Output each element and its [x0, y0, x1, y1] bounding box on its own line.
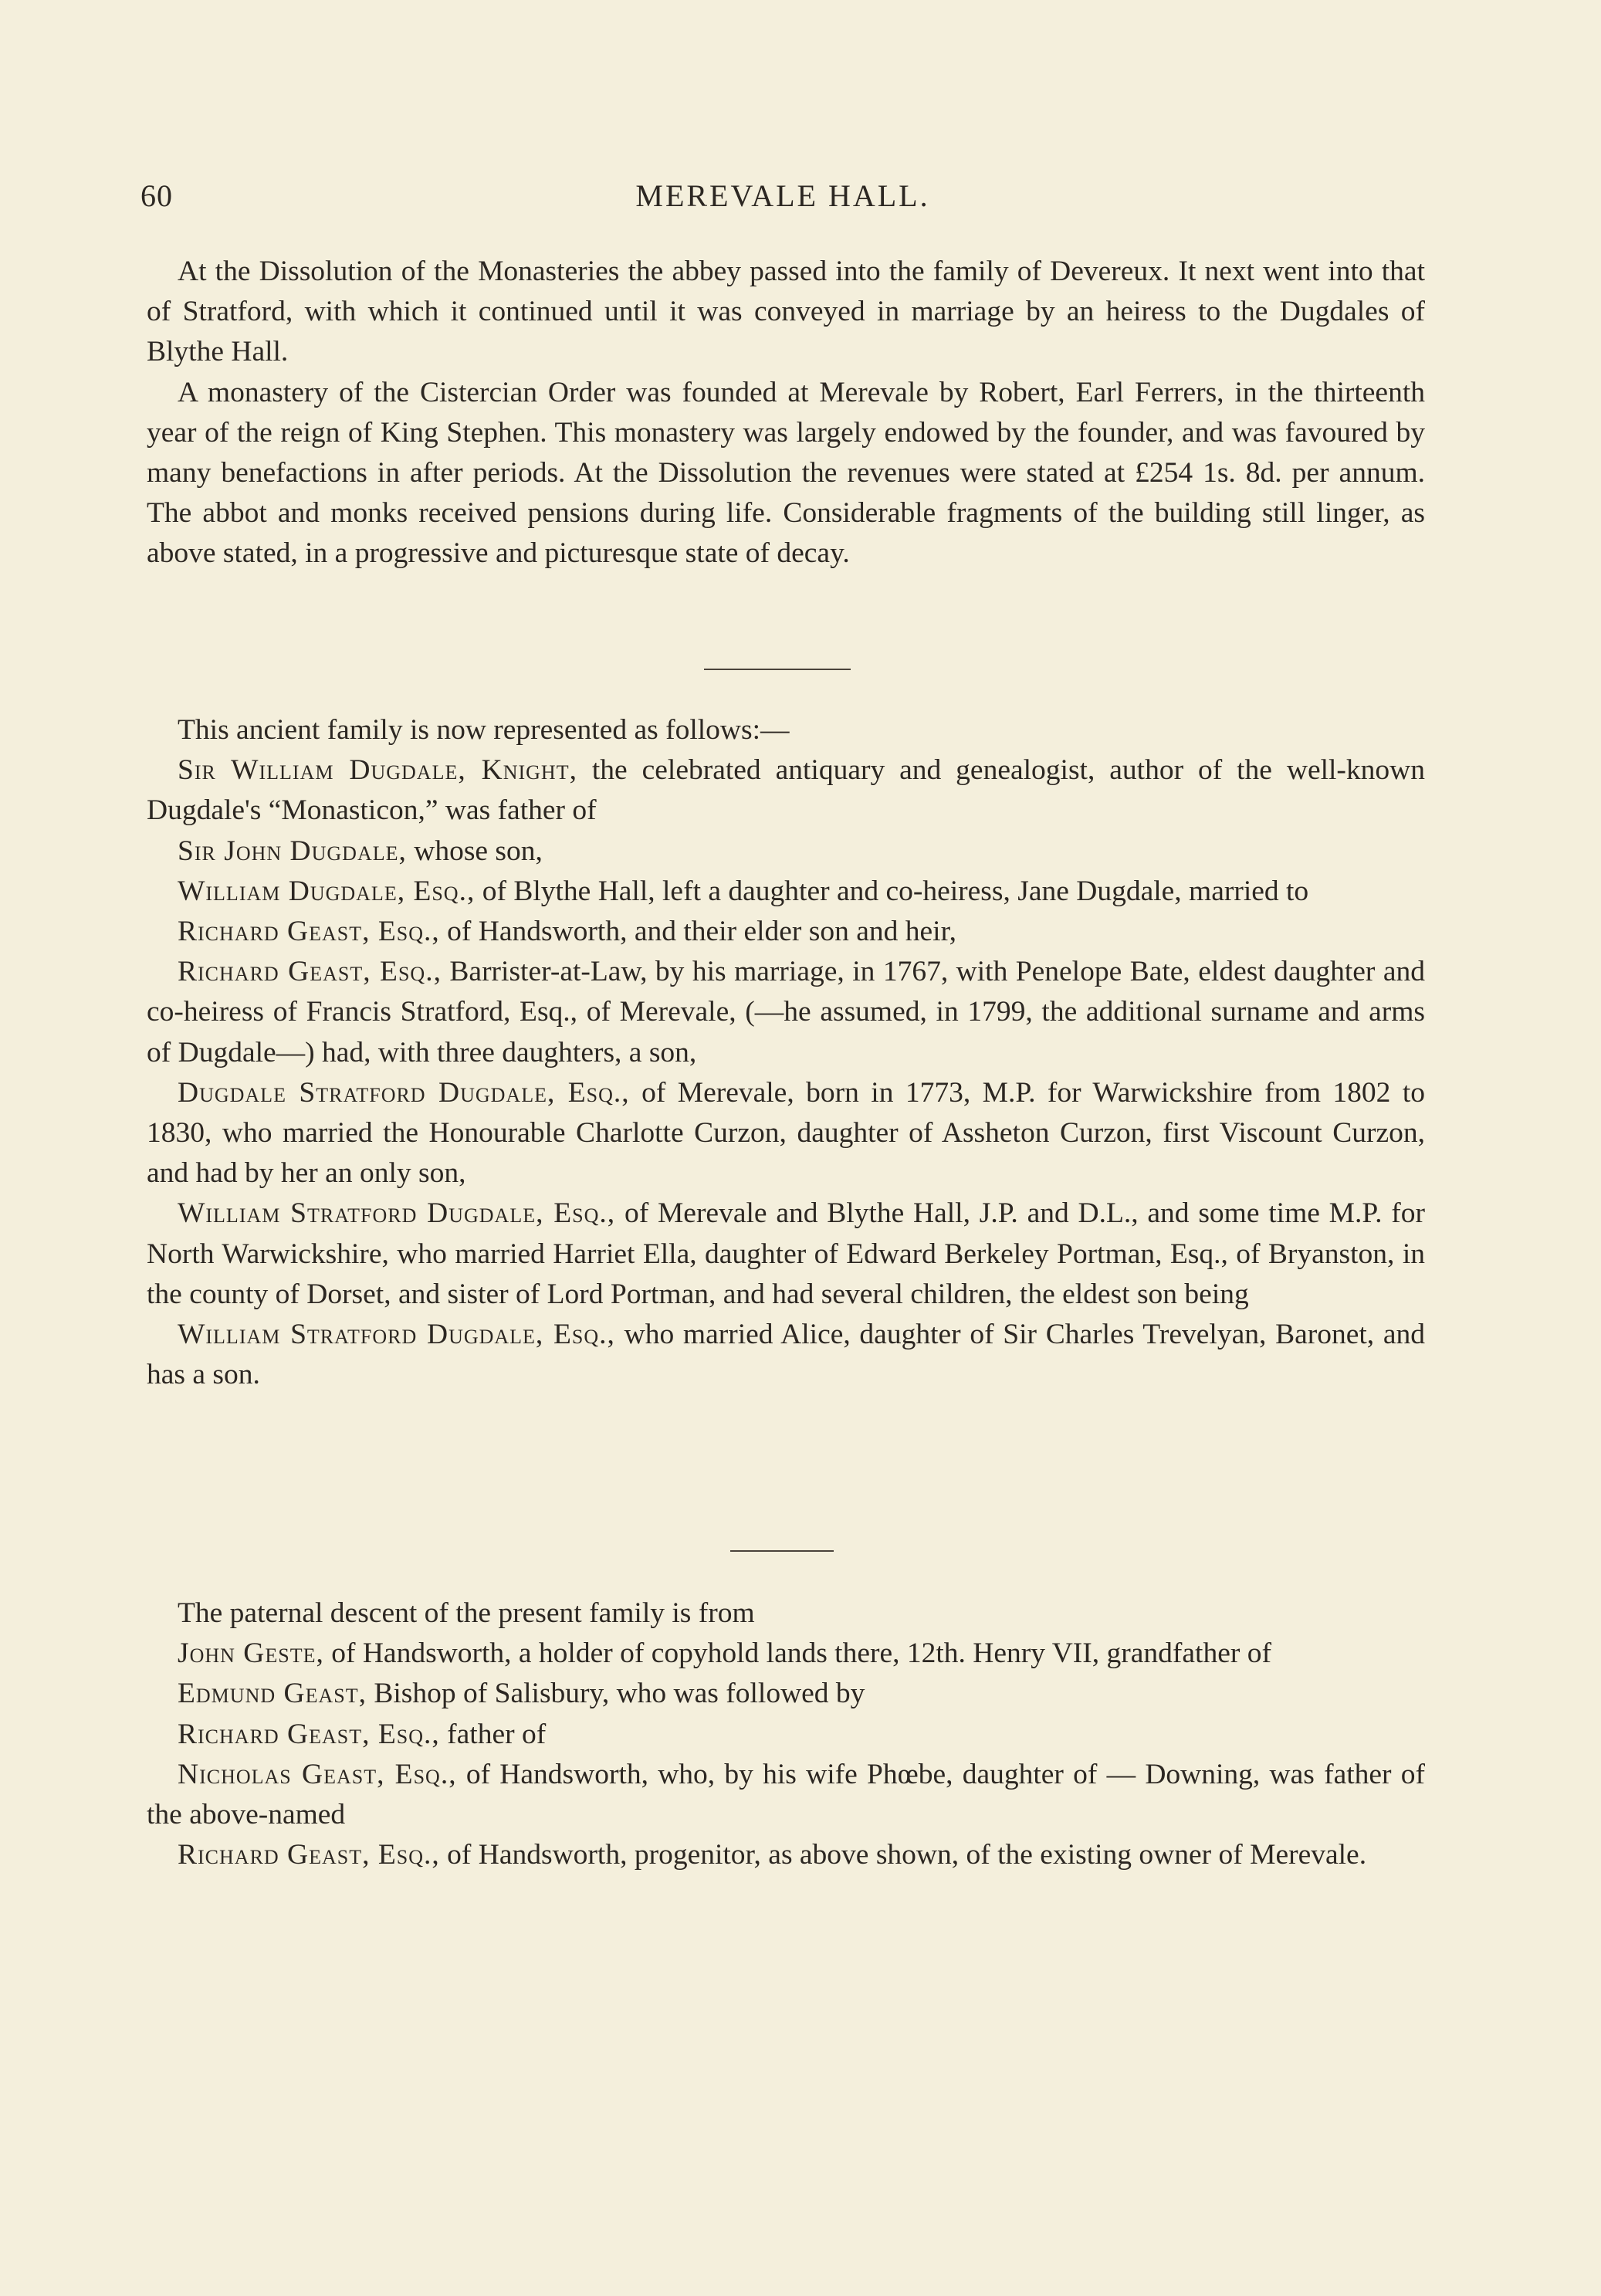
section-divider-2	[730, 1550, 834, 1552]
page-header	[140, 178, 1425, 224]
person-name: Richard Geast, Esq.,	[178, 956, 442, 988]
monastery-paragraph: A monastery of the Cistercian Order was founded at Merevale by Robert, Earl Ferrers, in the thirteenth year of the reign of King Stephen. This monastery was largely endowed by the founder, and was favoured by many benefactions in after periods. At the Dissolution the revenues were stated at £254 1s. 8d. per annum. The abbot and monks received pensions during life. Considerable fragments of the building still linger, as above stated, in a progressive and picturesque state of decay.	[147, 376, 1425, 570]
entry-text: whose son,	[406, 835, 543, 867]
lineage-entry	[147, 750, 1425, 831]
lineage-entry	[147, 952, 1425, 1073]
entry-text: of Merevale, born in 1773, M.P. for Warwickshire from 1802 to 1830, who married the Honourable Charlotte Curzon, daughter of Assheton Curzon, first Viscount Curzon, and had by her an only son,	[147, 1076, 1425, 1190]
person-name: Dugdale Stratford Dugdale, Esq.,	[178, 1076, 630, 1109]
person-name: Sir William Dugdale, Knight,	[178, 754, 577, 787]
entry-text: who married Alice, daughter of Sir Charles Trevelyan, Baronet, and has a son.	[147, 1319, 1425, 1391]
person-name: William Stratford Dugdale, Esq.,	[178, 1197, 616, 1230]
person-name: William Dugdale, Esq.,	[178, 875, 476, 907]
entry-text: Bishop of Salisbury, who was followed by	[366, 1678, 865, 1710]
entry-text: of Handsworth, who, by his wife Phœbe, daughter of — Downing, was father of the above-named	[147, 1758, 1425, 1831]
entry-text: father of	[439, 1718, 547, 1750]
entry-text: the celebrated antiquary and genealogist, author of the well-known Dugdale's “Monasticon,” was father of	[147, 754, 1426, 827]
lineage-entry	[147, 831, 1425, 872]
family-intro: This ancient family is now represented as follows:—	[178, 714, 790, 746]
person-name: John Geste,	[178, 1637, 324, 1670]
running-title: MEREVALE HALL.	[635, 178, 930, 213]
family-representation-section	[147, 710, 1425, 1395]
lineage-entry	[147, 1194, 1425, 1315]
lineage-entry	[147, 1073, 1425, 1194]
section-divider-1	[704, 669, 851, 670]
person-name: William Stratford Dugdale, Esq.,	[178, 1319, 615, 1351]
person-name: Sir John Dugdale,	[178, 835, 407, 867]
lineage-entry	[147, 872, 1425, 912]
entry-text: of Handsworth, and their elder son and heir,	[439, 916, 956, 948]
page-number: 60	[140, 178, 173, 213]
person-name: Richard Geast, Esq.,	[178, 1718, 440, 1750]
lineage-entry	[147, 1715, 1425, 1755]
entry-text: Barrister-at-Law, by his marriage, in 1767, with Penelope Bate, eldest daughter and co-heiress of Francis Stratford, Esq., of Merevale, (—he assumed, in 1799, the additional surname and arms of Dugdale—) had, with three daughters, a son,	[147, 956, 1425, 1068]
history-section	[147, 252, 1425, 574]
entry-text: of Handsworth, a holder of copyhold lands there, 12th. Henry VII, grandfather of	[323, 1637, 1271, 1670]
person-name: Richard Geast, Esq.,	[178, 1839, 440, 1871]
person-name: Nicholas Geast, Esq.,	[178, 1758, 457, 1790]
lineage-entry	[147, 912, 1425, 952]
descent-intro: The paternal descent of the present family is from	[178, 1597, 755, 1629]
entry-text: of Handsworth, progenitor, as above shown, of the existing owner of Merevale.	[439, 1839, 1367, 1871]
lineage-entry	[147, 1674, 1425, 1714]
lineage-entry	[147, 1315, 1425, 1395]
lineage-entry	[147, 1755, 1425, 1835]
lineage-entry	[147, 1835, 1425, 1875]
dissolution-paragraph: At the Dissolution of the Monasteries the abbey passed into the family of Devereux. It next went into that of Stratford, with which it continued until it was conveyed in marriage by an heiress to the Dugdales of Blythe Hall.	[147, 256, 1425, 368]
paternal-descent-section	[147, 1593, 1425, 1875]
lineage-entry	[147, 1634, 1425, 1674]
person-name: Edmund Geast,	[178, 1678, 367, 1710]
entry-text: of Merevale and Blythe Hall, J.P. and D.L., and some time M.P. for North Warwickshire, who married Harriet Ella, daughter of Edward Berkeley Portman, Esq., of Bryanston, in the county of Dorset, and sister of Lord Portman, and had several children, the eldest son being	[147, 1197, 1425, 1310]
entry-text: of Blythe Hall, left a daughter and co-heiress, Jane Dugdale, married to	[475, 875, 1309, 907]
person-name: Richard Geast, Esq.,	[178, 916, 440, 948]
